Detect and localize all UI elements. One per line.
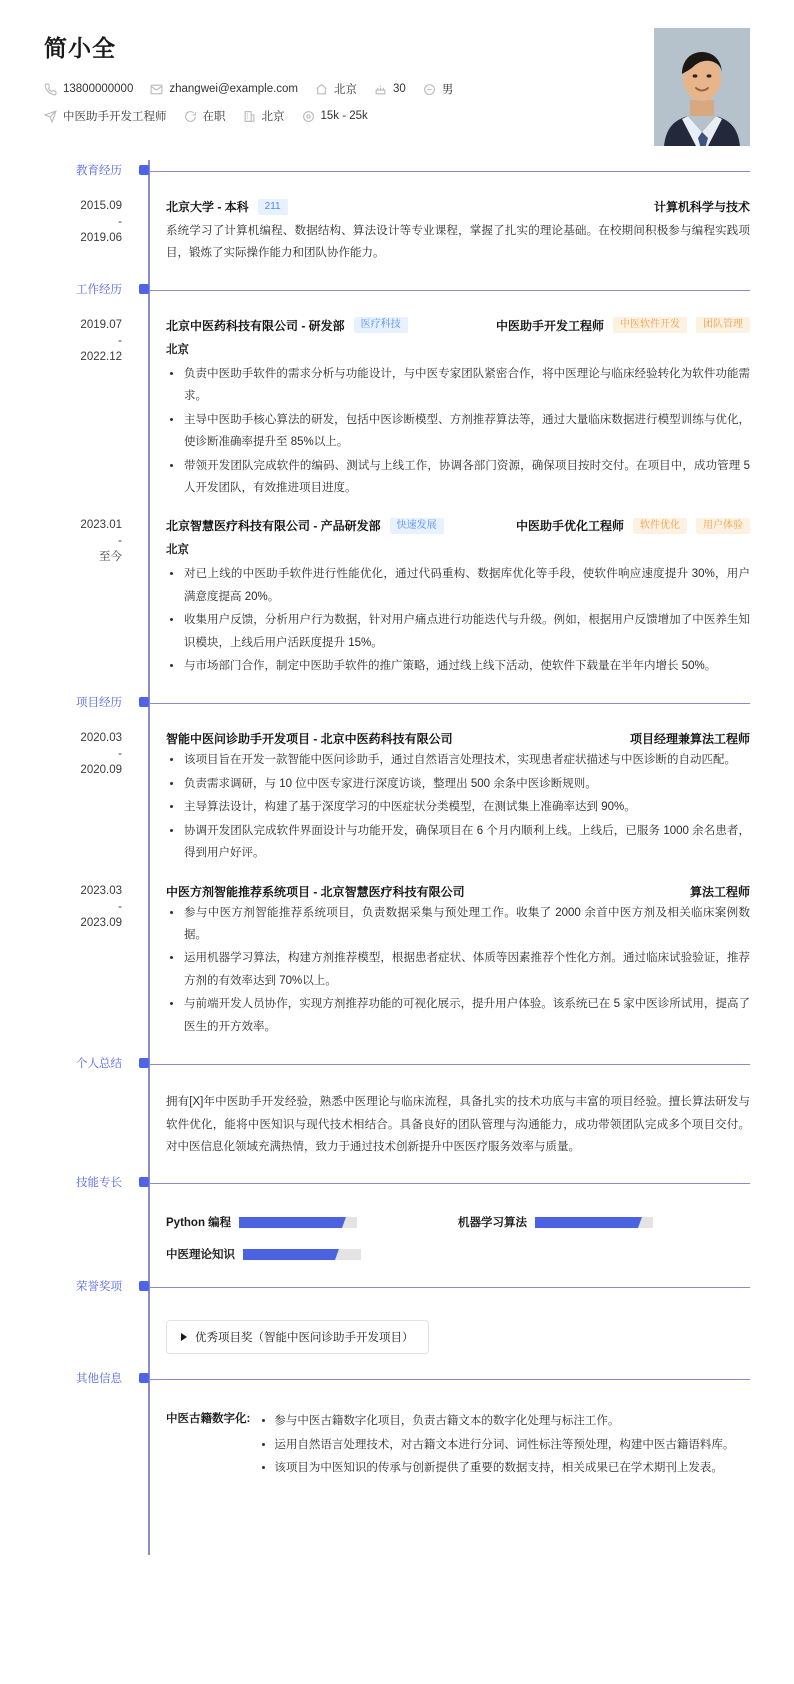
company-name: 北京中医药科技有限公司 - 研发部 <box>166 318 345 333</box>
project-name: 智能中医问诊助手开发项目 - 北京中医药科技有限公司 <box>166 732 453 747</box>
other-group-list <box>258 1408 750 1480</box>
work-location: 北京 <box>166 544 189 557</box>
resume-header <box>0 0 794 160</box>
list-item: 主导算法设计，构建了基于深度学习的中医症状分类模型，在测试集上准确率达到 90%。 <box>166 796 750 818</box>
section-header <box>76 692 794 714</box>
section-label-summary: 个人总结 <box>76 1058 122 1071</box>
list-item: 运用机器学习算法，构建方剂推荐模型，根据患者症状、体质等因素推荐个性化方剂。通过临床试验验证，推荐方剂的有效率达到 70%以上。 <box>166 947 750 992</box>
list-item: 收集用户反馈，分析用户行为数据，针对用户痛点进行功能迭代与升级。例如，根据用户反馈增加了中医养生知识模块，上线后用户活跃度提升 15%。 <box>166 609 750 654</box>
date-separator: - <box>118 334 122 347</box>
contact-gender <box>423 81 454 97</box>
header-left <box>44 28 654 135</box>
entry-date <box>0 198 122 246</box>
date-start: 2020.03 <box>80 732 122 745</box>
skill-label: 中医理论知识 <box>166 1249 235 1262</box>
entry-date <box>0 730 122 778</box>
list-item: 与前端开发人员协作，实现方剂推荐功能的可视化展示，提升用户体验。该系统已在 5 家中医诊所试用，提高了医生的开方效率。 <box>166 993 750 1038</box>
contact-age <box>374 83 406 96</box>
skill-item <box>166 1214 458 1230</box>
other-bullets <box>258 1410 750 1479</box>
skill-progress-track <box>243 1249 361 1260</box>
contact-gender-text: 男 <box>441 84 454 96</box>
resume-sections <box>0 160 794 1555</box>
section-header <box>76 1368 794 1390</box>
project-bullets <box>166 749 750 864</box>
school-name: 北京大学 - 本科 <box>166 200 249 214</box>
section-other <box>0 1368 794 1554</box>
date-end: 2022.12 <box>80 350 122 363</box>
section-header <box>76 1053 794 1075</box>
skill-progress-fill <box>239 1217 339 1228</box>
company-name: 北京智慧医疗科技有限公司 - 产品研发部 <box>166 519 381 534</box>
project-name: 中医方剂智能推荐系统项目 - 北京智慧医疗科技有限公司 <box>166 884 465 899</box>
date-start: 2023.01 <box>80 519 122 532</box>
list-item: 参与中医方剂智能推荐系统项目，负责数据采集与预处理工作。收集了 2000 余首中医方剂及相关临床案例数据。 <box>166 902 750 947</box>
list-item: 带领开发团队完成软件的编码、测试与上线工作，协调各部门资源，确保项目按时交付。在项目中，成功管理 5 人开发团队，有效推进项目进度。 <box>166 455 750 500</box>
date-end: 至今 <box>99 551 122 564</box>
job-title: 中医助手开发工程师 <box>495 318 604 333</box>
project-entry <box>80 883 750 1039</box>
tag-badge: 中医软件开发 <box>613 317 687 333</box>
section-label-projects: 项目经历 <box>76 697 122 710</box>
section-divider <box>148 1287 750 1288</box>
contact-phone-text: 13800000000 <box>63 83 134 95</box>
date-separator: - <box>118 216 122 228</box>
list-item: 与市场部门合作，制定中医助手软件的推广策略，通过线上线下活动，使软件下载量在半年内增长 50%。 <box>166 655 750 677</box>
skill-item <box>458 1214 750 1230</box>
contact-city <box>315 81 357 97</box>
entry-title-right <box>516 517 750 534</box>
project-role: 项目经理兼算法工程师 <box>629 732 750 747</box>
education-description: 系统学习了计算机编程、数据结构、算法设计等专业课程，掌握了扎实的理论基础。在校期间积极参与编程实践项目，锻炼了实际操作能力和团队协作能力。 <box>166 225 750 260</box>
job-city-text: 北京 <box>261 111 285 123</box>
entry-title-row <box>166 730 750 747</box>
phone-icon <box>44 83 57 96</box>
salary-expectation <box>302 110 368 123</box>
work-entry <box>80 517 750 677</box>
date-start: 2019.07 <box>80 318 122 331</box>
contact-row-primary <box>44 81 654 97</box>
building-icon <box>243 110 256 123</box>
section-body-education <box>80 182 794 279</box>
section-divider <box>148 1064 750 1065</box>
date-separator: - <box>118 535 122 548</box>
list-item: 对已上线的中医助手软件进行性能优化，通过代码重构、数据库优化等手段，使软件响应速度提升 30%，用户满意度提高 20%。 <box>166 563 750 608</box>
section-education <box>0 160 794 279</box>
contact-phone <box>44 83 133 96</box>
list-item: 协调开发团队完成软件界面设计与功能开发，确保项目在 6 个月内顺利上线。上线后，已服务 1000 余名患者，得到用户好评。 <box>166 820 750 865</box>
project-role: 算法工程师 <box>689 884 750 899</box>
entry-title-row <box>166 517 750 534</box>
entry-title-left <box>166 730 453 747</box>
section-label-work: 工作经历 <box>76 283 122 296</box>
section-divider <box>148 290 750 291</box>
major-name: 计算机科学与技术 <box>653 200 750 214</box>
entry-title-right <box>690 883 750 900</box>
send-icon <box>44 110 57 123</box>
section-body-work <box>80 301 794 693</box>
section-projects <box>0 692 794 1053</box>
work-entry <box>80 317 750 500</box>
contact-row-secondary <box>44 108 654 124</box>
project-entry <box>80 730 750 864</box>
tag-badge: 软件优化 <box>633 518 687 534</box>
timeline-dot <box>139 1058 149 1068</box>
summary-text: 拥有[X]年中医助手开发经验，熟悉中医理论与临床流程，具备扎实的技术功底与丰富的项目经验。擅长算法研发与软件优化，能将中医知识与现代技术相结合。具备良好的团队管理与沟通能力，成功带领团队完成多个项目交付。对中医信息化领域充满热情，致力于通过技术创新提升中医医疗服务效率与质量。 <box>166 1096 750 1153</box>
timeline-dot <box>139 284 149 294</box>
contact-city-text: 北京 <box>334 84 358 96</box>
timeline-dot <box>139 1281 149 1291</box>
section-divider <box>148 1183 750 1184</box>
education-entry <box>80 198 750 265</box>
work-bullets <box>166 563 750 677</box>
entry-title-right <box>496 317 750 334</box>
entry-title-left <box>166 883 465 900</box>
list-item: 该项目旨在开发一款智能中医问诊助手，通过自然语言处理技术，实现患者症状描述与中医诊断的自动匹配。 <box>166 749 750 771</box>
section-skills <box>0 1172 794 1276</box>
entry-title-row <box>166 317 750 334</box>
contact-email-text: zhangwei@example.com <box>169 83 299 95</box>
work-location: 北京 <box>166 343 189 356</box>
entry-title-right <box>630 730 750 747</box>
section-header <box>76 279 794 301</box>
section-honors <box>0 1276 794 1368</box>
section-header <box>76 1172 794 1194</box>
timeline-dot <box>139 1177 149 1187</box>
section-header <box>76 160 794 182</box>
contact-age-text: 30 <box>393 83 406 95</box>
section-header <box>76 1276 794 1298</box>
honor-title: 优秀项目奖（智能中医问诊助手开发项目） <box>195 1332 414 1345</box>
job-title: 中医助手优化工程师 <box>515 519 624 534</box>
tag-badge: 用户体验 <box>696 518 750 534</box>
tag-badge: 211 <box>258 199 288 215</box>
list-item: 参与中医古籍数字化项目，负责古籍文本的数字化处理与标注工作。 <box>258 1410 750 1432</box>
salary-text: 15k - 25k <box>320 110 368 122</box>
entry-title-right <box>654 198 750 215</box>
skills-grid <box>166 1210 750 1262</box>
job-status <box>184 108 226 124</box>
section-body-skills <box>148 1194 794 1276</box>
page-title: 简小全 <box>44 35 116 61</box>
timeline-dot <box>139 1373 149 1383</box>
list-item: 运用自然语言处理技术，对古籍文本进行分词、词性标注等预处理，构建中医古籍语料库。 <box>258 1434 750 1456</box>
date-separator: - <box>118 900 122 913</box>
money-icon <box>302 110 315 123</box>
other-group-key: 中医古籍数字化: <box>166 1413 251 1426</box>
work-bullets <box>166 363 750 500</box>
job-intent-text: 中医助手开发工程师 <box>63 111 167 123</box>
entry-date <box>0 883 122 931</box>
section-divider <box>148 1379 750 1380</box>
skill-progress-fill <box>243 1249 332 1260</box>
cake-icon <box>374 83 387 96</box>
tag-badge: 医疗科技 <box>354 317 408 333</box>
date-separator: - <box>118 748 122 761</box>
tag-badge: 快速发展 <box>390 518 444 534</box>
job-status-text: 在职 <box>202 111 226 123</box>
job-intent <box>44 108 167 124</box>
list-item: 该项目为中医知识的传承与创新提供了重要的数据支持，相关成果已在学术期刊上发表。 <box>258 1457 750 1479</box>
entry-date <box>0 517 122 565</box>
skill-progress-track <box>239 1217 357 1228</box>
entry-title-left <box>166 517 444 534</box>
mail-icon <box>150 83 163 96</box>
status-icon <box>184 110 197 123</box>
play-triangle-icon <box>181 1333 187 1341</box>
date-start: 2023.03 <box>80 884 122 897</box>
entry-title-left <box>166 317 408 334</box>
bottom-spacer <box>166 1481 750 1541</box>
date-end: 2020.09 <box>80 764 122 777</box>
section-divider <box>148 703 750 704</box>
timeline-dot <box>139 165 149 175</box>
project-bullets <box>166 902 750 1039</box>
list-item: 主导中医助手核心算法的研发，包括中医诊断模型、方剂推荐算法等，通过大量临床数据进行模型训练与优化，使诊断准确率提升至 85%以上。 <box>166 409 750 454</box>
skill-label: 机器学习算法 <box>458 1217 527 1230</box>
tag-badge: 团队管理 <box>696 317 750 333</box>
other-group <box>166 1406 750 1480</box>
date-end: 2023.09 <box>80 916 122 929</box>
entry-date <box>0 317 122 365</box>
avatar <box>654 28 750 146</box>
section-label-honors: 荣誉奖项 <box>76 1281 122 1294</box>
honor-card[interactable] <box>166 1320 429 1354</box>
date-end: 2019.06 <box>80 232 122 244</box>
skill-label: Python 编程 <box>166 1217 232 1230</box>
skill-item <box>166 1246 458 1262</box>
timeline-dot <box>139 697 149 707</box>
entry-title-row <box>166 198 750 215</box>
section-label-skills: 技能专长 <box>76 1177 122 1190</box>
section-divider <box>148 171 750 172</box>
entry-title-left <box>166 198 288 215</box>
contact-email <box>150 83 298 96</box>
date-start: 2015.09 <box>80 200 122 212</box>
skill-progress-fill <box>535 1217 635 1228</box>
gender-icon <box>423 83 436 96</box>
skill-progress-track <box>535 1217 653 1228</box>
section-work <box>0 279 794 693</box>
section-summary <box>0 1053 794 1172</box>
section-body-projects <box>80 714 794 1053</box>
entry-title-row <box>166 883 750 900</box>
list-item: 负责中医助手软件的需求分析与功能设计，与中医专家团队紧密合作，将中医理论与临床经验转化为软件功能需求。 <box>166 363 750 408</box>
home-icon <box>315 83 328 96</box>
section-body-summary <box>148 1075 794 1172</box>
job-city <box>243 108 285 124</box>
list-item: 负责需求调研，与 10 位中医专家进行深度访谈，整理出 500 余条中医诊断规则。 <box>166 773 750 795</box>
section-body-other <box>148 1390 794 1554</box>
section-body-honors <box>148 1298 794 1368</box>
section-label-education: 教育经历 <box>76 165 122 177</box>
section-label-other: 其他信息 <box>76 1373 122 1386</box>
